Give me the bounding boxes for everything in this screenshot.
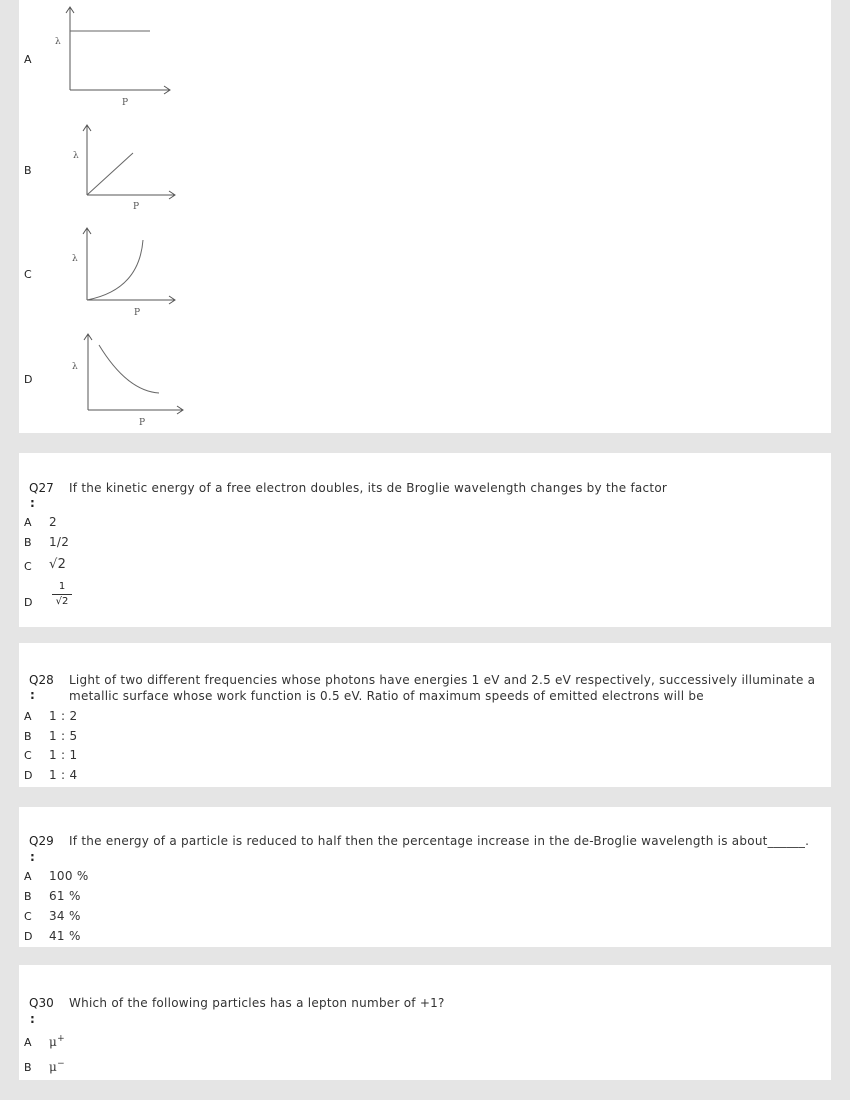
charge-superscript: − <box>57 1059 65 1069</box>
question-colon: : <box>30 496 35 510</box>
charge-superscript: + <box>57 1034 65 1044</box>
fraction-bar <box>52 594 72 595</box>
option-c-text[interactable]: 1 : 1 <box>49 748 78 762</box>
option-d-letter: D <box>24 596 33 609</box>
graph-c-x-label: P <box>134 308 141 318</box>
option-d-letter: D <box>24 930 33 943</box>
option-b-text[interactable]: 1 : 5 <box>49 729 78 743</box>
fraction-numerator: 1 <box>58 581 66 592</box>
fraction-denominator: √2 <box>55 596 69 607</box>
option-a-text[interactable]: 100 % <box>49 869 89 883</box>
question-colon: : <box>30 850 35 864</box>
graph-d-x-label: P <box>139 418 146 428</box>
question-text: If the kinetic energy of a free electron doubles, its de Broglie wavelength changes by the factor <box>69 481 668 495</box>
question-number: Q30 <box>29 996 54 1010</box>
option-a-letter: A <box>24 516 32 529</box>
option-b-text[interactable]: 61 % <box>49 889 81 903</box>
particle-symbol: μ <box>49 1060 58 1074</box>
option-b-text[interactable]: 1/2 <box>49 535 70 549</box>
option-c-letter: C <box>24 749 32 762</box>
question-number: Q29 <box>29 834 54 848</box>
question-text: If the energy of a particle is reduced to half then the percentage increase in the de-Broglie wavelength is about______. <box>69 834 810 848</box>
option-d-text[interactable]: 41 % <box>49 929 81 943</box>
option-b-letter: B <box>24 730 32 743</box>
option-b-text[interactable] <box>49 1060 65 1074</box>
graph-c-y-label: λ <box>72 254 78 264</box>
option-c-letter: C <box>24 268 32 281</box>
graph-option-a <box>47 0 207 115</box>
graph-option-d <box>47 325 207 433</box>
option-b-letter: B <box>24 1061 32 1074</box>
option-a-letter: A <box>24 870 32 883</box>
question-colon: : <box>30 1012 35 1026</box>
question-number: Q28 <box>29 673 54 687</box>
option-d-fraction[interactable] <box>52 581 72 608</box>
graph-a-x-label: P <box>122 98 129 108</box>
option-d-letter: D <box>24 373 33 386</box>
question-text-line2: metallic surface whose work function is 0.5 eV. Ratio of maximum speeds of emitted electrons will be <box>69 689 704 703</box>
graph-d-y-label: λ <box>72 362 78 372</box>
option-a-letter: A <box>24 1036 32 1049</box>
option-a-text[interactable]: 2 <box>49 515 57 529</box>
question-text: Which of the following particles has a lepton number of +1? <box>69 996 445 1010</box>
question-text-line1: Light of two different frequencies whose photons have energies 1 eV and 2.5 eV respectively, successively illuminate a <box>69 673 816 687</box>
question-card-q28 <box>19 643 831 787</box>
option-a-text[interactable] <box>49 1035 65 1049</box>
option-a-text[interactable]: 1 : 2 <box>49 709 78 723</box>
option-b-letter: B <box>24 164 32 177</box>
option-d-text[interactable]: 1 : 4 <box>49 768 78 782</box>
particle-symbol: μ <box>49 1035 58 1049</box>
option-c-text[interactable]: 34 % <box>49 909 81 923</box>
question-card-q27 <box>19 453 831 627</box>
graph-a-y-label: λ <box>55 37 61 47</box>
option-a-letter: A <box>24 710 32 723</box>
option-c-letter: C <box>24 910 32 923</box>
question-colon: : <box>30 688 35 702</box>
question-number: Q27 <box>29 481 54 495</box>
option-c-text[interactable]: √2 <box>49 557 67 572</box>
option-d-letter: D <box>24 769 33 782</box>
question-card-q26 <box>19 0 831 433</box>
question-card-q29 <box>19 807 831 947</box>
option-a-letter: A <box>24 53 32 66</box>
graph-b-y-label: λ <box>73 151 79 161</box>
option-b-letter: B <box>24 890 32 903</box>
option-c-letter: C <box>24 560 32 573</box>
graph-option-b <box>47 115 207 220</box>
graph-option-c <box>47 220 207 325</box>
option-b-letter: B <box>24 536 32 549</box>
graph-b-x-label: P <box>133 202 140 212</box>
question-card-q30 <box>19 965 831 1080</box>
